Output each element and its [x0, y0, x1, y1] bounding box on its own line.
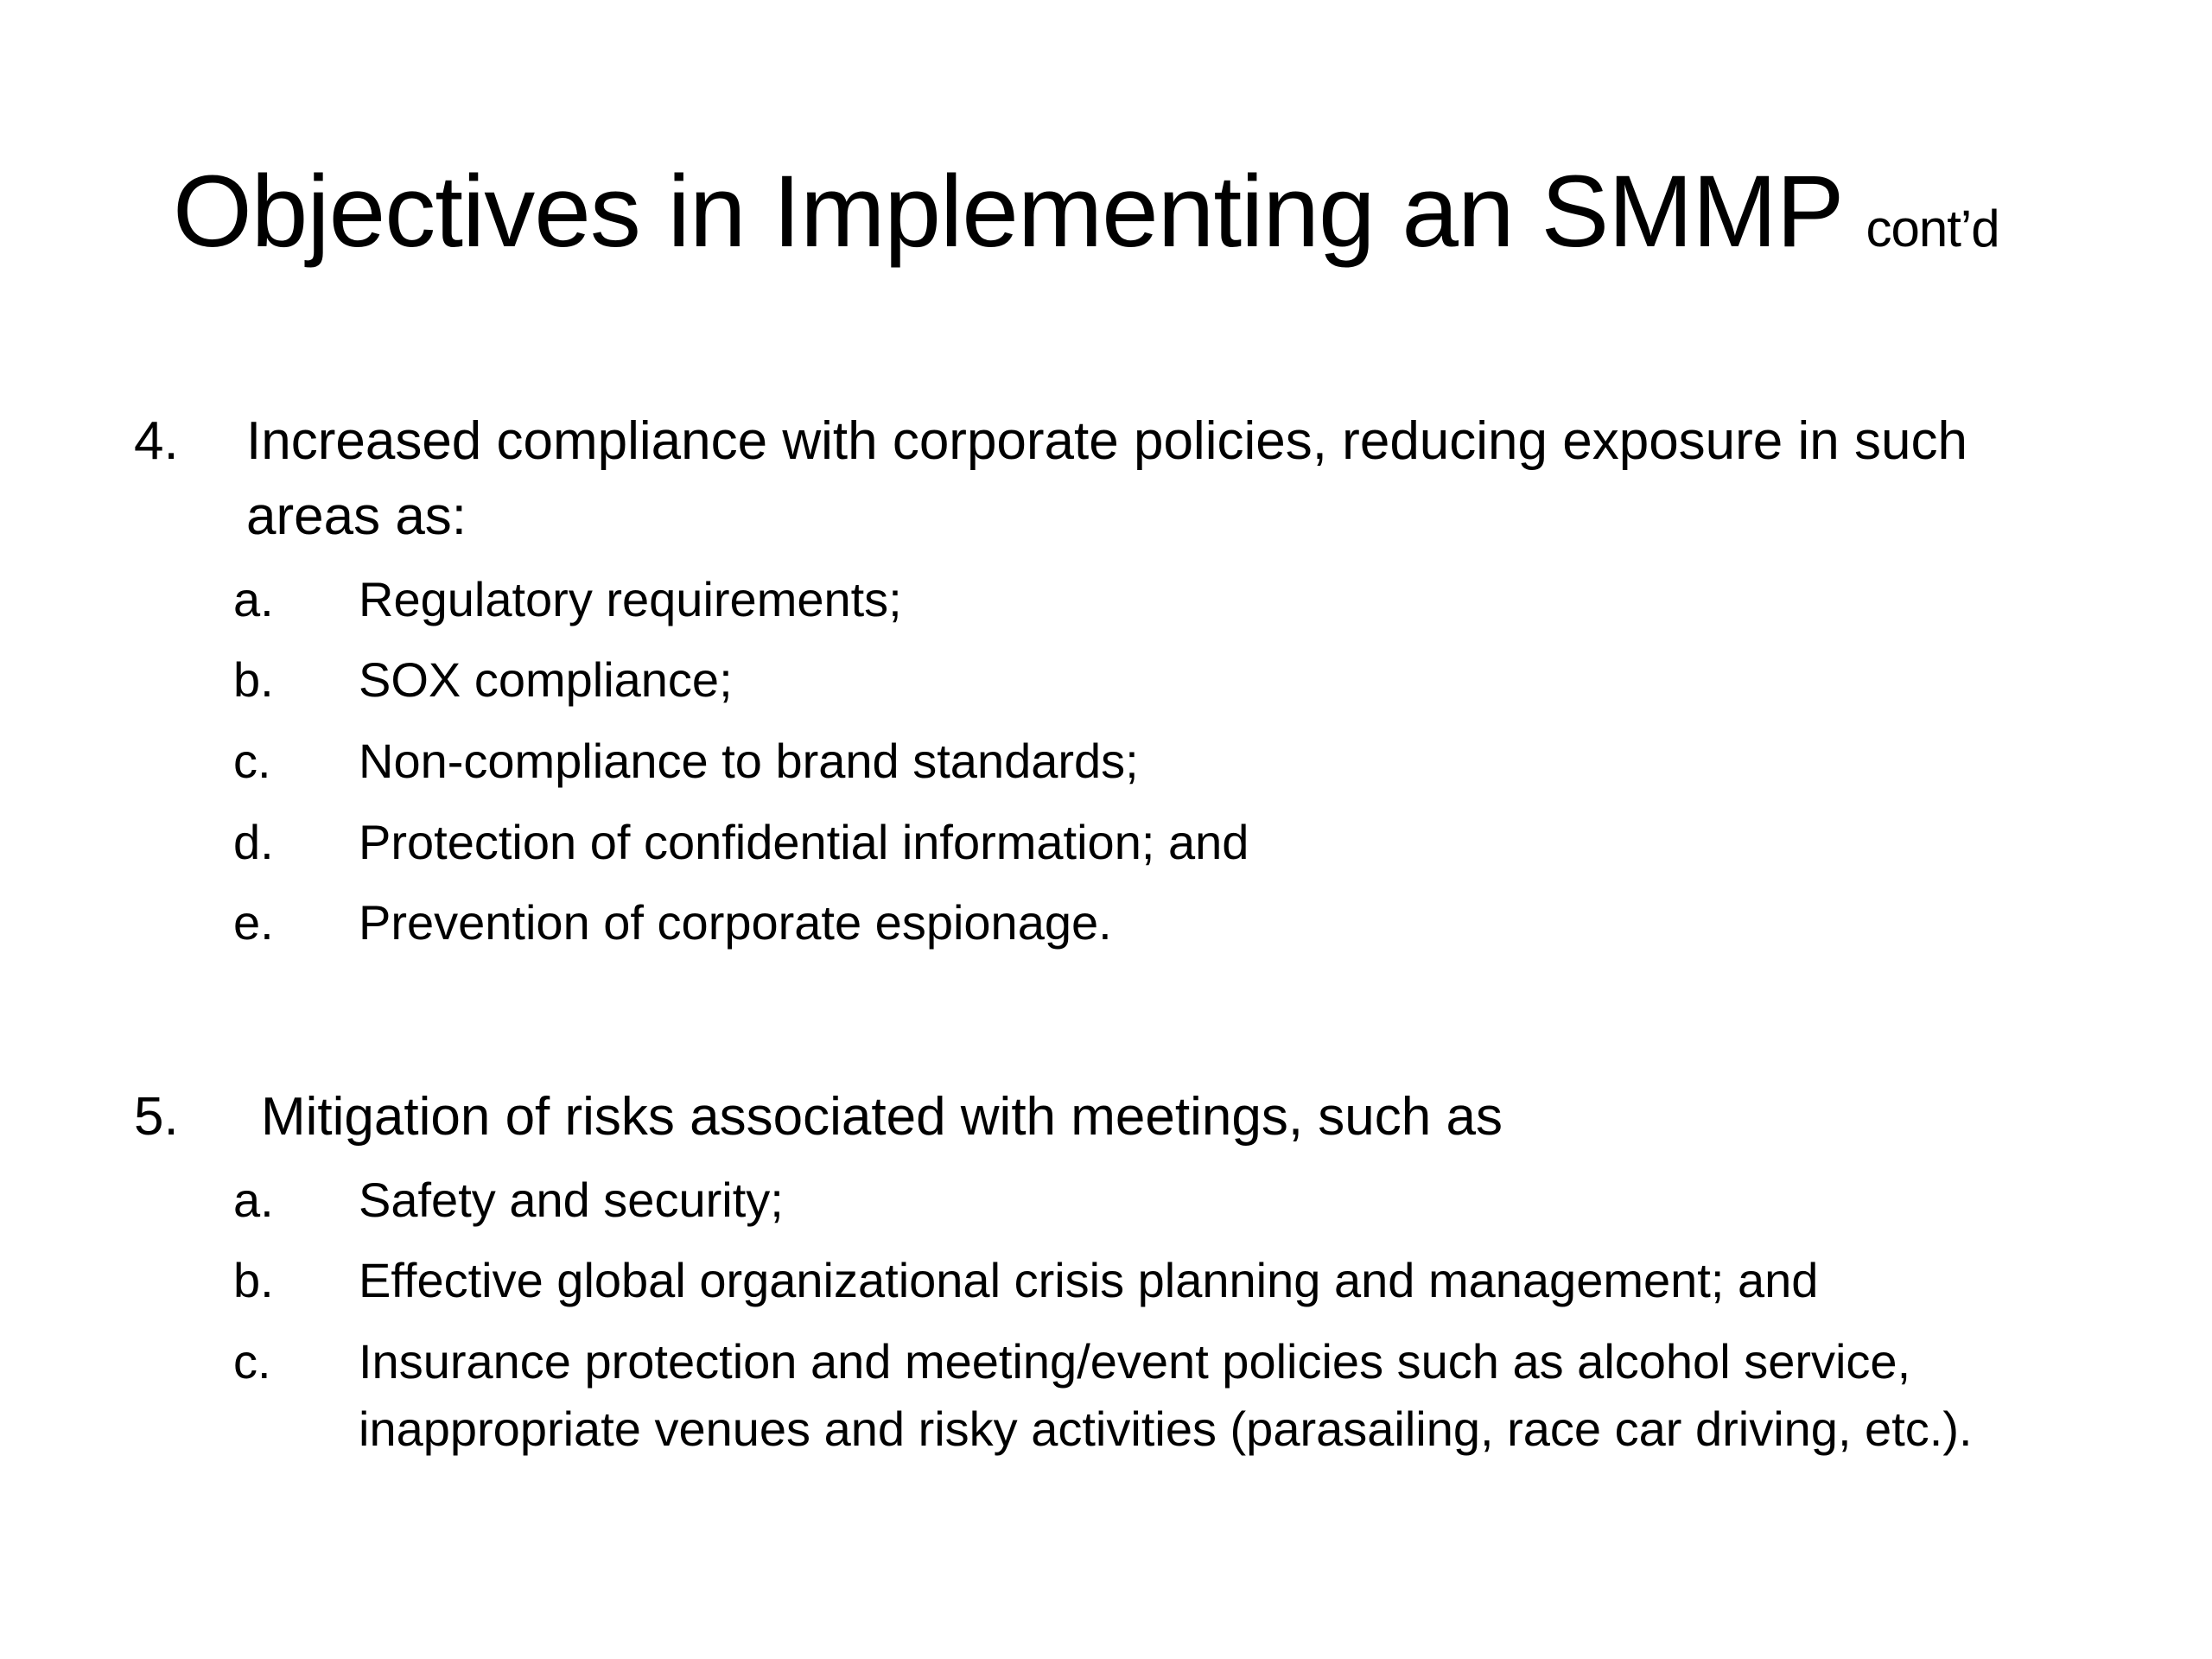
sub-item-text: Insurance protection and meeting/event policies such as alcohol service,: [359, 1334, 1911, 1389]
sub-item-text: Effective global organizational crisis planning and management; and: [359, 1253, 1819, 1307]
sub-item-letter: a.: [233, 572, 274, 626]
sub-item-letter: a.: [233, 1173, 274, 1227]
sub-item-letter: e.: [233, 895, 274, 950]
sub-item-text-line2: inappropriate venues and risky activities (parasailing, race car driving, etc.).: [359, 1402, 1973, 1456]
sub-item-text: Safety and security;: [359, 1173, 784, 1227]
slide-title: [173, 151, 2108, 289]
objective-number: 4.: [134, 411, 179, 471]
sub-item-text: Non-compliance to brand standards;: [359, 734, 1139, 788]
sub-item-letter: c.: [233, 1334, 271, 1389]
objective-text-line1: Mitigation of risks associated with meetings, such as: [261, 1087, 1503, 1147]
sub-item-letter: b.: [233, 652, 274, 707]
title-text: Objectives in Implementing an SMMP: [173, 155, 1844, 269]
objective-number: 5.: [134, 1087, 179, 1147]
title-suffix: cont’d: [1866, 200, 1999, 257]
sub-item-letter: b.: [233, 1253, 274, 1307]
sub-item-letter: d.: [233, 815, 274, 869]
sub-item-text: Regulatory requirements;: [359, 572, 902, 626]
objective-text-line1: Increased compliance with corporate policies, reducing exposure in such: [246, 411, 1967, 471]
sub-item-letter: c.: [233, 734, 271, 788]
sub-item-text: Protection of confidential information; and: [359, 815, 1249, 869]
sub-item-text: Prevention of corporate espionage.: [359, 895, 1112, 950]
objective-text-line2: areas as:: [246, 486, 467, 546]
sub-item-text: SOX compliance;: [359, 652, 733, 707]
